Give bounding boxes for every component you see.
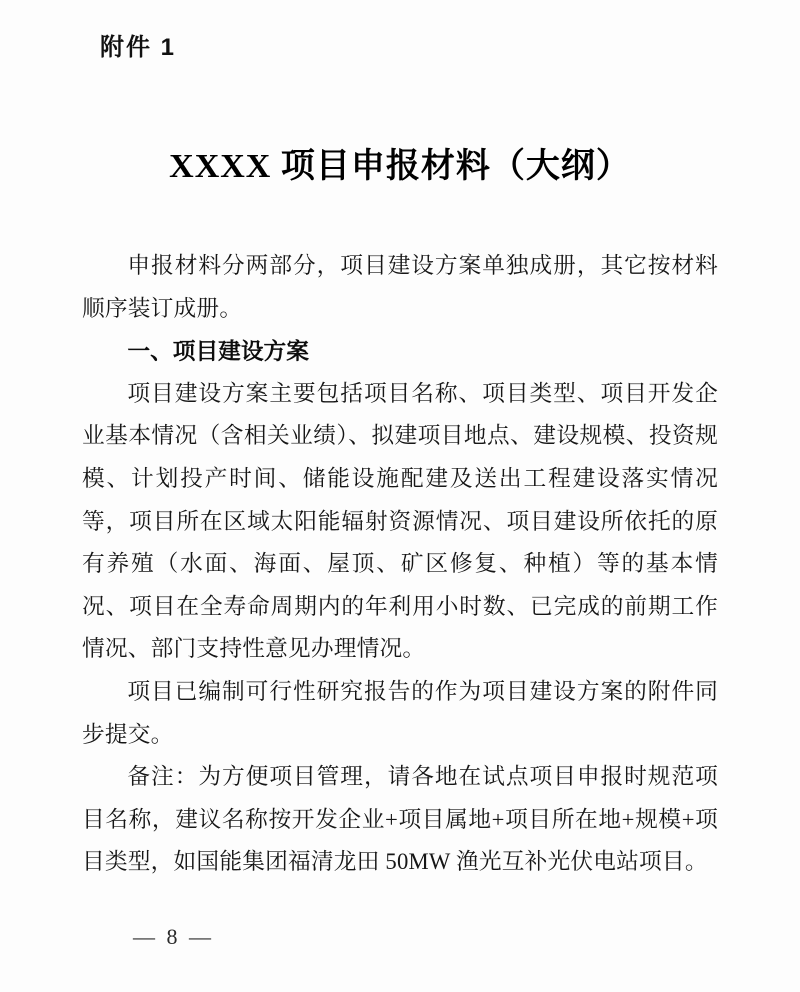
paragraph-feasibility-report: 项目已编制可行性研究报告的作为项目建设方案的附件同步提交。: [82, 678, 718, 747]
paragraph-binding-instructions: 申报材料分两部分，项目建设方案单独成册，其它按材料顺序装订成册。: [82, 253, 718, 321]
page-title: XXXX 项目申报材料（大纲）: [169, 148, 631, 185]
section-heading-project-scheme: 一、项目建设方案: [127, 338, 309, 365]
paragraph-scheme-contents: 项目建设方案主要包括项目名称、项目类型、项目开发企业基本情况（含相关业绩）、拟建项目地点、建设规模、投资规模、计划投产时间、储能设施配建及送出工程建设落实情况等，项目所在区域太阳能辐射资源情况、项目建设所依托的原有养殖（水面、海面、屋顶、矿区修复、种植）等的基本情况、项目在全寿命周期内的年利用小时数、已完成的前期工作情况、部门支持性意见办理情况。: [82, 380, 718, 662]
attachment-label: 附件 1: [100, 34, 177, 61]
page-number: — 8 —: [133, 924, 214, 949]
document-body: [82, 245, 718, 884]
paragraph-naming-note: 备注：为方便项目管理，请各地在试点项目申报时规范项目名称，建议名称按开发企业+项目属地+项目所在地+规模+项目类型，如国能集团福清龙田 50MW 渔光互补光伏电站项目。: [82, 764, 718, 875]
